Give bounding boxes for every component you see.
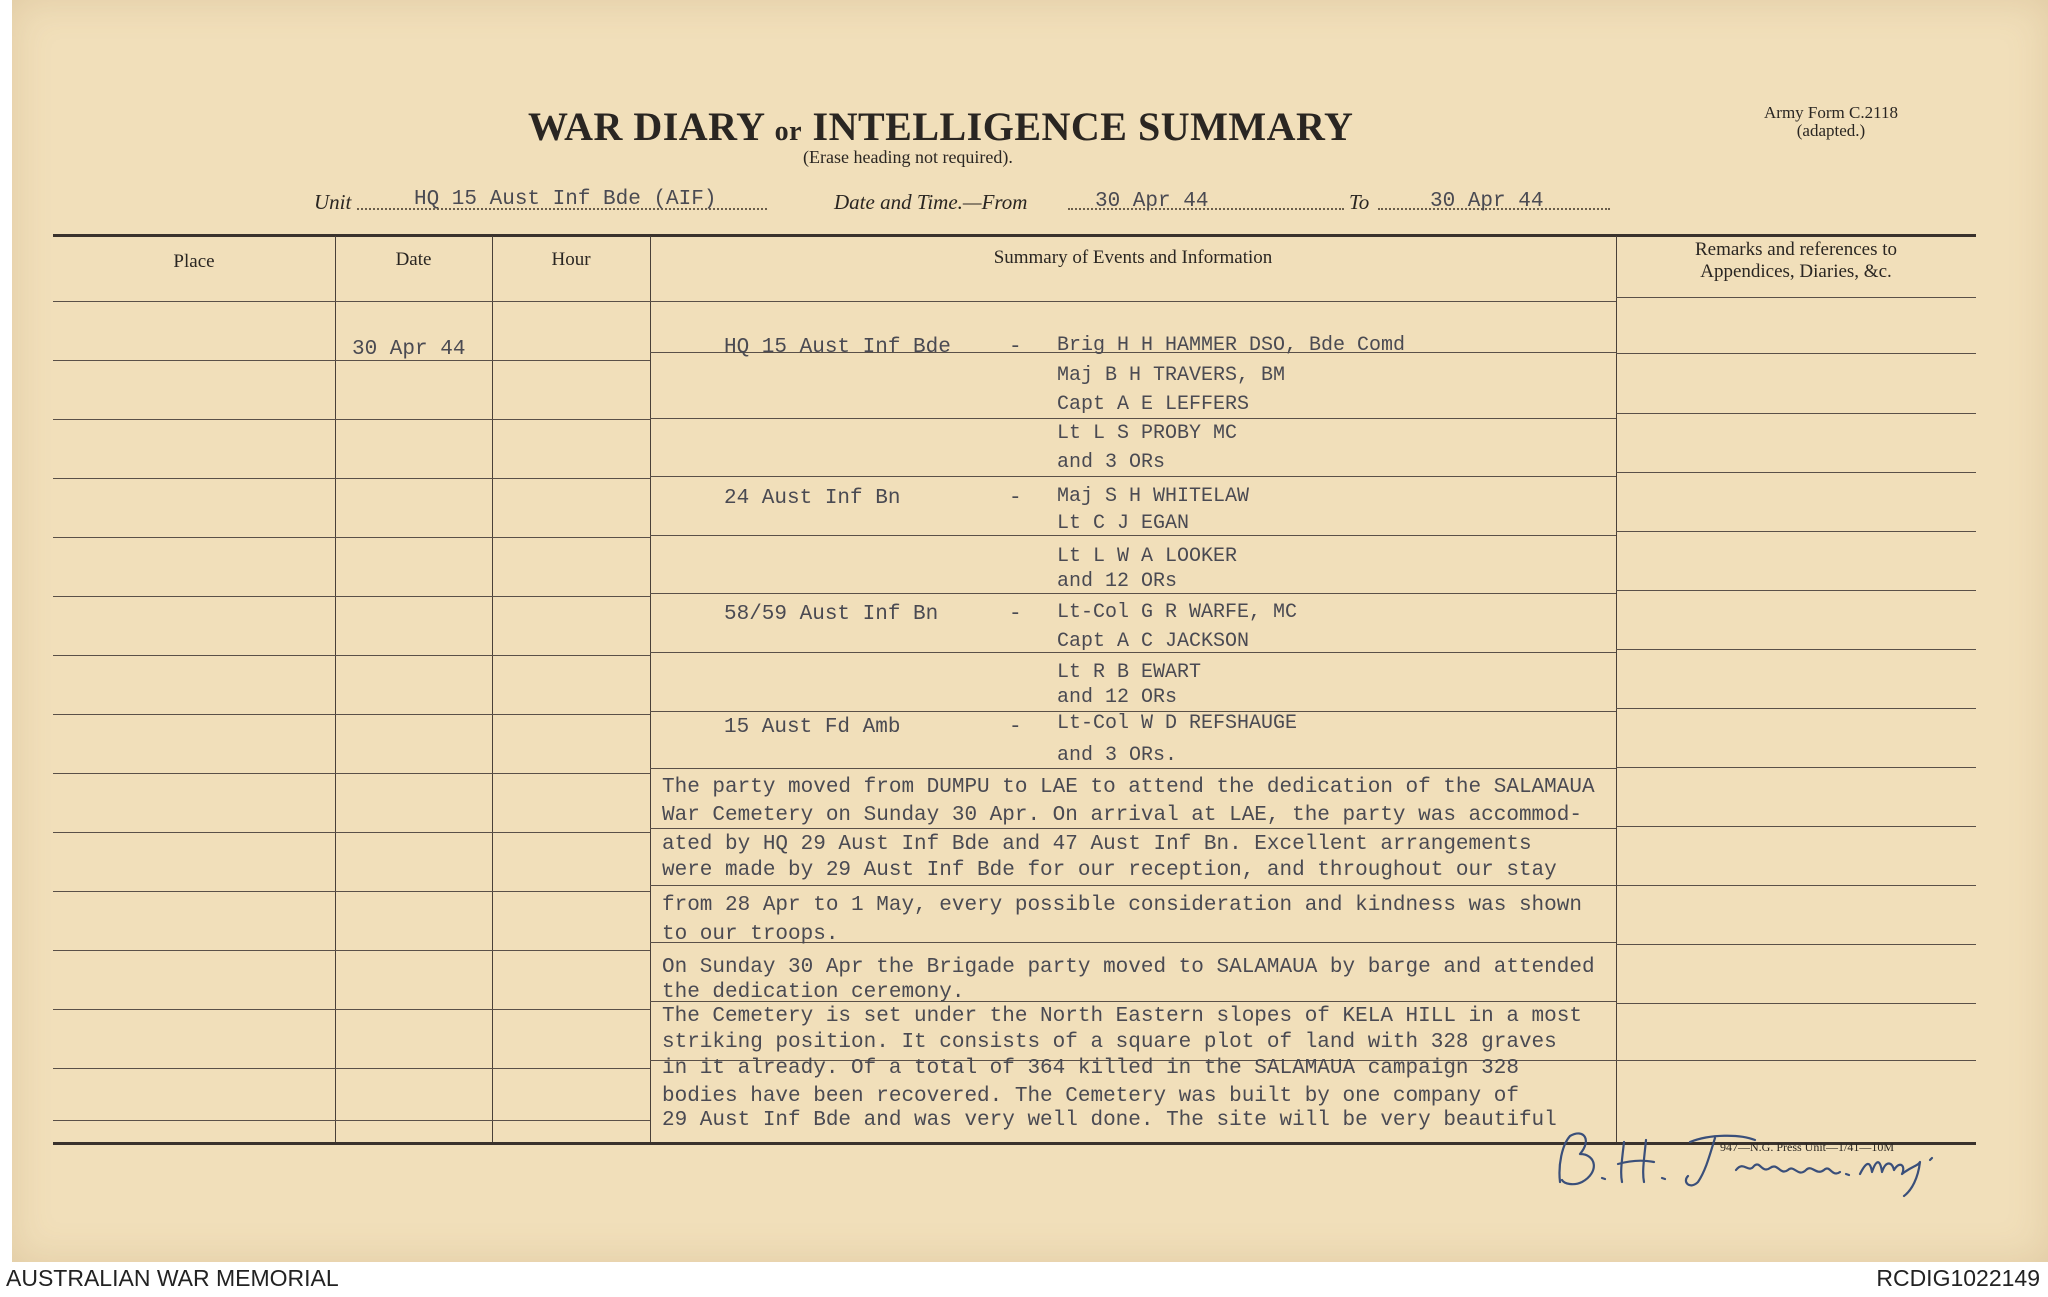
row-rule [1616, 413, 1976, 414]
signature-stroke [1559, 1133, 1593, 1184]
signature-stroke [1686, 1136, 1755, 1186]
narrative-line: from 28 Apr to 1 May, every possible consideration and kindness was shown [662, 894, 1582, 917]
signature-stroke [1602, 1178, 1605, 1179]
date-to-label: To [1349, 190, 1370, 214]
narrative-line: On Sunday 30 Apr the Brigade party moved to SALAMAUA by barge and attended [662, 956, 1595, 979]
narrative-line: the dedication ceremony. [662, 981, 965, 1004]
row-rule [53, 596, 650, 597]
row-rule [53, 832, 650, 833]
unit-name: 15 Aust Fd Amb [724, 716, 901, 739]
row-rule [1616, 767, 1976, 768]
row-rule [53, 1068, 650, 1069]
personnel-line: Brig H H HAMMER DSO, Bde Comd [1057, 334, 1406, 357]
archive-reference: RCDIG1022149 [1876, 1265, 2040, 1291]
row-rule [1616, 885, 1976, 886]
column-header-date: Date [395, 249, 432, 270]
row-rule [53, 301, 650, 302]
personnel-line: Capt A C JACKSON [1057, 630, 1250, 653]
column-header-place: Place [173, 251, 215, 272]
unit-name: HQ 15 Aust Inf Bde [724, 336, 951, 359]
to-value: 30 Apr 44 [1430, 190, 1544, 213]
narrative-line: War Cemetery on Sunday 30 Apr. On arrival at LAE, the party was accommod- [662, 804, 1582, 827]
row-rule [650, 885, 1616, 886]
row-rule [53, 891, 650, 892]
personnel-line: Maj S H WHITELAW [1057, 485, 1250, 508]
signature-stroke [1930, 1158, 1932, 1160]
narrative-line: in it already. Of a total of 364 killed in the SALAMAUA campaign 328 [662, 1057, 1519, 1080]
row-rule [53, 950, 650, 951]
narrative-line: bodies have been recovered. The Cemetery was built by one company of [662, 1085, 1519, 1108]
row-rule [1616, 472, 1976, 473]
column-header-hour: Hour [551, 249, 591, 270]
column-divider [492, 236, 493, 1142]
row-rule [650, 418, 1616, 419]
unit-name: 24 Aust Inf Bn [724, 487, 901, 510]
personnel-line: Lt L W A LOOKER [1057, 545, 1238, 568]
unit-name: 58/59 Aust Inf Bn [724, 603, 939, 626]
row-rule [1616, 944, 1976, 945]
army-form-number: Army Form C.2118 (adapted.) [1764, 103, 1898, 140]
unit-label: Unit [314, 190, 352, 214]
narrative-line: The party moved from DUMPU to LAE to attend the dedication of the SALAMAUA [662, 776, 1595, 799]
row-rule [650, 768, 1616, 769]
signature-stroke [1662, 1178, 1665, 1179]
row-rule [53, 714, 650, 715]
column-divider [1616, 236, 1617, 1142]
personnel-line: and 12 ORs [1057, 686, 1178, 709]
row-rule [53, 1009, 650, 1010]
row-rule [650, 828, 1616, 829]
personnel-line: Lt-Col W D REFSHAUGE [1057, 712, 1298, 735]
row-rule [650, 476, 1616, 477]
row-rule [53, 537, 650, 538]
signature-stroke [1860, 1162, 1920, 1196]
signature-stroke [1846, 1174, 1849, 1175]
column-divider [650, 236, 651, 1142]
signature [1540, 1120, 1970, 1200]
narrative-line: to our troops. [662, 923, 839, 946]
document-title: WAR DIARY or INTELLIGENCE SUMMARY [528, 104, 1354, 149]
signature-stroke [1618, 1140, 1654, 1182]
table-top-border [53, 234, 1976, 237]
row-rule [53, 655, 650, 656]
unit-dash: - [1009, 336, 1022, 359]
personnel-line: Capt A E LEFFERS [1057, 393, 1250, 416]
unit-dash: - [1009, 487, 1022, 510]
row-rule [650, 535, 1616, 536]
printer-imprint: 947—N.G. Press Unit—1/41—10M [1720, 1140, 1895, 1154]
archive-credit: AUSTRALIAN WAR MEMORIAL [6, 1265, 339, 1291]
row-rule [1616, 708, 1976, 709]
from-value: 30 Apr 44 [1095, 190, 1209, 213]
entry-date: 30 Apr 44 [352, 338, 466, 361]
personnel-line: and 3 ORs. [1057, 744, 1178, 767]
row-rule [53, 419, 650, 420]
row-rule [650, 301, 1616, 302]
personnel-line: Maj B H TRAVERS, BM [1057, 364, 1286, 387]
unit-dash: - [1009, 716, 1022, 739]
personnel-line: Lt-Col G R WARFE, MC [1057, 601, 1298, 624]
unit-value: HQ 15 Aust Inf Bde (AIF) [414, 188, 717, 211]
row-rule [1616, 590, 1976, 591]
personnel-line: Lt R B EWART [1057, 661, 1202, 684]
date-from-label: Date and Time.—From [834, 190, 1028, 214]
row-rule [1616, 649, 1976, 650]
narrative-line: ated by HQ 29 Aust Inf Bde and 47 Aust Inf Bn. Excellent arrangements [662, 833, 1532, 856]
personnel-line: Lt L S PROBY MC [1057, 422, 1238, 445]
row-rule [53, 1120, 650, 1121]
narrative-line: 29 Aust Inf Bde and was very well done. The site will be very beautiful [662, 1109, 1557, 1132]
row-rule [1616, 1060, 1976, 1061]
row-rule [1616, 531, 1976, 532]
row-rule [650, 593, 1616, 594]
column-header-remarks: Remarks and references to Appendices, Diaries, &c. [1694, 239, 1898, 282]
column-divider [335, 236, 336, 1142]
row-rule [1616, 297, 1976, 298]
document-subtitle: (Erase heading not required). [803, 147, 1013, 167]
narrative-line: were made by 29 Aust Inf Bde for our reception, and throughout our stay [662, 859, 1557, 882]
row-rule [53, 773, 650, 774]
personnel-line: and 3 ORs [1057, 451, 1166, 474]
row-rule [53, 478, 650, 479]
row-rule [1616, 353, 1976, 354]
personnel-line: and 12 ORs [1057, 570, 1178, 593]
row-rule [1616, 1003, 1976, 1004]
personnel-line: Lt C J EGAN [1057, 512, 1190, 535]
unit-dash: - [1009, 603, 1022, 626]
narrative-line: striking position. It consists of a square plot of land with 328 graves [662, 1031, 1557, 1054]
narrative-line: The Cemetery is set under the North Eastern slopes of KELA HILL in a most [662, 1005, 1582, 1028]
column-header-summary: Summary of Events and Information [993, 247, 1273, 268]
signature-stroke [1736, 1164, 1840, 1173]
row-rule [1616, 826, 1976, 827]
